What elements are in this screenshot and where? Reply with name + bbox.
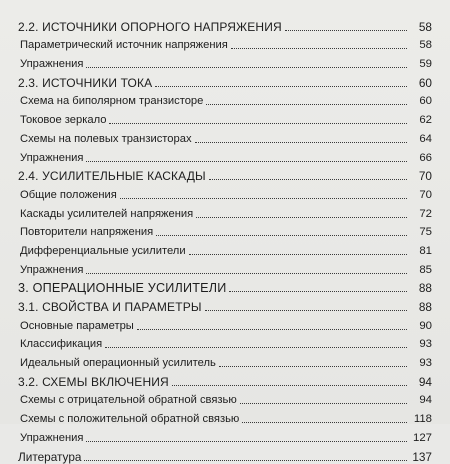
toc-entry <box>18 202 432 221</box>
toc-entry-title: 3.1. СВОЙСТВА И ПАРАМЕТРЫ <box>18 300 202 314</box>
dot-leader <box>86 67 407 68</box>
toc-entry <box>18 277 432 296</box>
toc-entry-page-number: 60 <box>418 75 432 90</box>
dot-leader <box>105 347 407 348</box>
toc-entry-title: Основные параметры <box>20 319 134 332</box>
dot-leader <box>205 310 407 311</box>
dot-leader <box>189 254 407 255</box>
toc-entry <box>18 258 432 277</box>
toc-entry-title: Повторители напряжения <box>20 226 154 239</box>
toc-entry-page-number: 70 <box>418 169 432 184</box>
toc-entry-page-number: 60 <box>419 95 432 108</box>
toc-entry <box>18 333 432 352</box>
toc-entry-title: Упражнения <box>20 431 84 444</box>
toc-entry-title: Дифференциальные усилители <box>20 244 186 257</box>
dot-leader <box>84 460 407 461</box>
toc-entry-title: Схемы с отрицательной обратной связью <box>20 394 237 407</box>
dot-leader <box>86 441 407 442</box>
toc-entry-title: Идеальный операционный усилитель <box>20 357 216 370</box>
toc-entry-page-number: 137 <box>412 449 432 464</box>
toc-entry-page-number: 58 <box>418 19 432 34</box>
dot-leader <box>285 30 407 31</box>
toc-entry-title: Литература <box>18 449 82 464</box>
toc-entry <box>18 314 432 333</box>
table-of-contents <box>18 15 432 464</box>
dot-leader <box>86 161 407 162</box>
toc-entry-title: 2.4. УСИЛИТЕЛЬНЫЕ КАСКАДЫ <box>18 169 206 184</box>
toc-entry <box>18 15 432 34</box>
dot-leader <box>206 104 407 105</box>
toc-entry-page-number: 58 <box>419 39 432 52</box>
toc-entry-title: Схема на биполярном транзисторе <box>20 95 204 108</box>
toc-entry-title: Схемы с положительной обратной связью <box>20 413 240 426</box>
toc-entry-title: Параметрический источник напряжения <box>20 39 228 52</box>
toc-entry <box>18 127 432 146</box>
toc-entry-title: Токовое зеркало <box>20 114 107 127</box>
dot-leader <box>86 273 407 274</box>
dot-leader <box>172 385 407 386</box>
toc-entry-title: 2.2. ИСТОЧНИКИ ОПОРНОГО НАПРЯЖЕНИЯ <box>18 19 282 34</box>
toc-entry <box>18 146 432 165</box>
dot-leader <box>109 123 407 124</box>
dot-leader <box>155 86 407 87</box>
toc-entry-page-number: 88 <box>418 281 432 296</box>
toc-entry-page-number: 94 <box>419 394 432 407</box>
dot-leader <box>120 198 407 199</box>
dot-leader <box>231 48 407 49</box>
toc-entry <box>18 183 432 202</box>
toc-entry-title: 2.3. ИСТОЧНИКИ ТОКА <box>18 75 153 90</box>
toc-entry-title: Каскады усилителей напряжения <box>20 207 194 220</box>
toc-entry-title: Упражнения <box>20 263 84 276</box>
toc-entry <box>18 165 432 184</box>
toc-entry-page-number: 72 <box>419 207 432 220</box>
toc-entry-page-number: 64 <box>419 132 432 145</box>
toc-entry <box>18 389 432 408</box>
toc-entry-page-number: 85 <box>419 263 432 276</box>
toc-entry-page-number: 66 <box>419 151 432 164</box>
dot-leader <box>219 366 407 367</box>
dot-leader <box>229 291 407 292</box>
toc-entry-page-number: 62 <box>419 114 432 127</box>
toc-entry <box>18 239 432 258</box>
toc-entry <box>18 295 432 314</box>
toc-entry <box>18 426 432 445</box>
toc-entry <box>18 52 432 71</box>
toc-entry <box>18 34 432 53</box>
toc-entry-page-number: 118 <box>413 413 432 426</box>
toc-entry <box>18 370 432 389</box>
dot-leader <box>209 179 407 180</box>
toc-entry-page-number: 90 <box>419 319 432 332</box>
toc-entry <box>18 71 432 90</box>
toc-entry-title: Общие положения <box>20 188 117 201</box>
dot-leader <box>196 217 407 218</box>
toc-entry-page-number: 70 <box>419 188 432 201</box>
dot-leader <box>137 329 407 330</box>
toc-entry-title: Упражнения <box>20 58 84 71</box>
toc-entry <box>18 221 432 240</box>
dot-leader <box>242 422 407 423</box>
toc-entry <box>18 351 432 370</box>
toc-entry-page-number: 93 <box>419 338 432 351</box>
dot-leader <box>240 403 407 404</box>
toc-entry-page-number: 88 <box>418 300 432 314</box>
dot-leader <box>156 235 407 236</box>
toc-entry-page-number: 59 <box>419 58 432 71</box>
toc-entry <box>18 108 432 127</box>
dot-leader <box>195 142 407 143</box>
toc-entry-page-number: 93 <box>419 357 432 370</box>
toc-entry-title: 3.2. СХЕМЫ ВКЛЮЧЕНИЯ <box>18 374 169 389</box>
toc-entry <box>18 445 432 464</box>
toc-entry-title: Упражнения <box>20 151 84 164</box>
toc-entry-title: 3. ОПЕРАЦИОННЫЕ УСИЛИТЕЛИ <box>18 281 227 296</box>
toc-entry-title: Схемы на полевых транзисторах <box>20 132 192 145</box>
toc-entry-page-number: 81 <box>419 244 432 257</box>
toc-entry-page-number: 127 <box>412 431 432 444</box>
toc-entry <box>18 90 432 109</box>
toc-entry <box>18 407 432 426</box>
toc-entry-title: Классификация <box>20 338 103 351</box>
toc-entry-page-number: 94 <box>418 374 432 389</box>
toc-entry-page-number: 75 <box>419 226 432 239</box>
